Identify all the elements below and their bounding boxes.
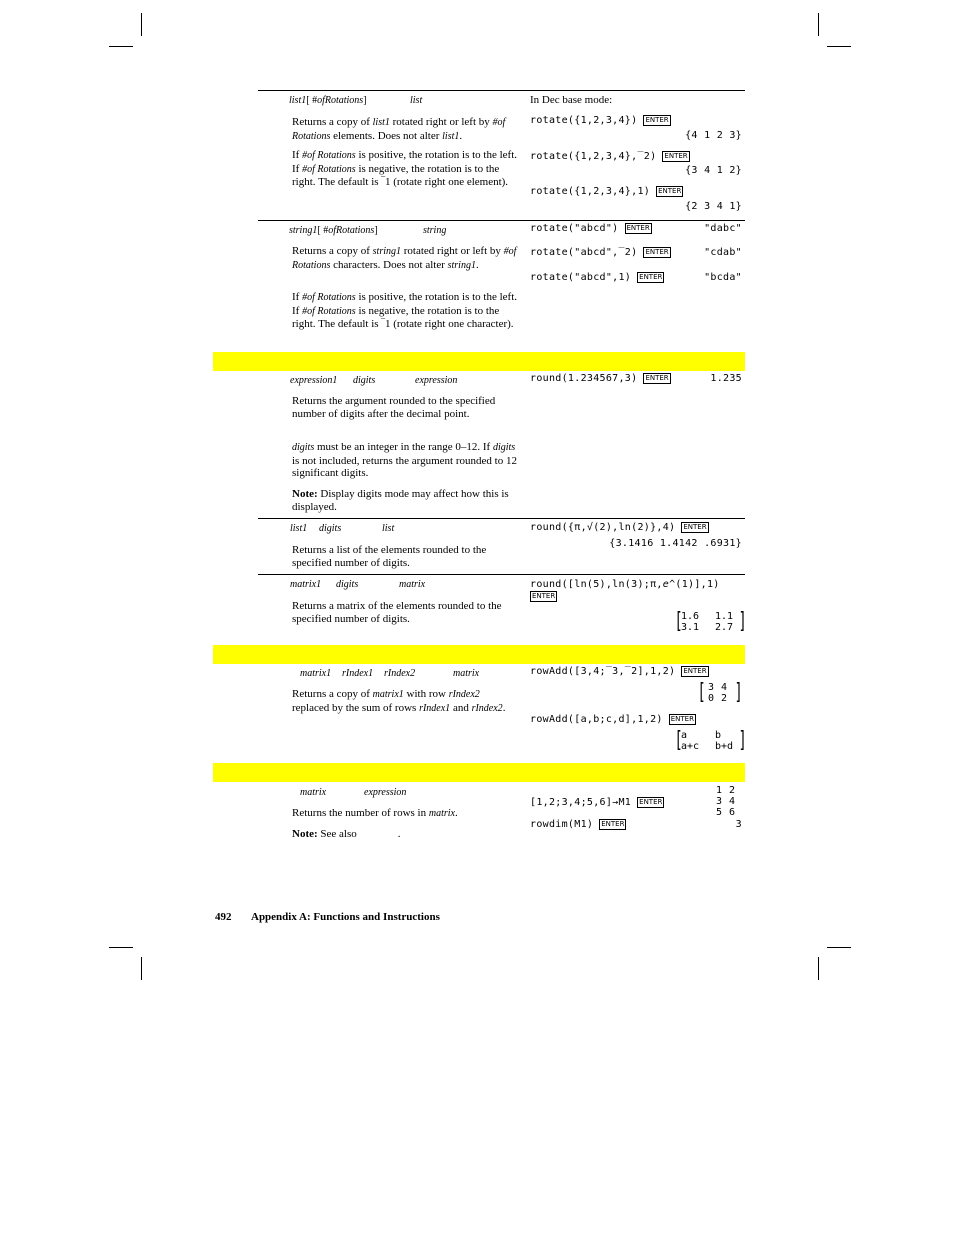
example-input: rowAdd([a,b;c,d],1,2) ENTER [530,714,694,725]
example-mode-label: In Dec base mode: [530,94,613,106]
round-expression-description: Returns the argument rounded to the specified number of digits after the decimal point. [292,395,496,420]
crop-mark-top-right-h [827,46,851,47]
rotate-string-syntax: string1[ #ofRotations] string [289,225,447,236]
crop-mark-bottom-left-v [141,957,142,980]
rowdim-note: Note: See also . [292,828,401,840]
rotate-string-sign-rule: If #of Rotations is positive, the rotation is to the left. If #of Rotations is negative, the rotation is to the right. The default is ‾1 (rotate right one character). [292,291,518,331]
example-result: {3 4 1 2} [685,165,742,176]
rotate-list-description: Returns a copy of list1 rotated right or left by #of Rotations elements. Does not alter list1. [292,116,506,142]
right-bracket: ] [734,680,743,705]
example-result-matrix [674,609,747,635]
section-header-band [213,763,745,782]
example-result: {4 1 2 3} [685,130,742,141]
enter-key-icon: ENTER [532,592,556,600]
matrix-cell: 4 [721,682,728,693]
crop-mark-top-right-v [818,13,819,36]
example-input: rotate("abcd",1) ENTER [530,272,663,283]
footer-title: Appendix A: Functions and Instructions [251,911,440,923]
example-result: "cdab" [704,247,742,258]
matrix-cell: 5 [716,807,723,818]
round-matrix-description: Returns a matrix of the elements rounded to the specified number of digits. [292,600,502,625]
example-input: rotate("abcd",‾2) ENTER [530,247,669,258]
example-enter [524,591,557,602]
crop-mark-bottom-right-h [827,947,851,948]
example-result-matrix [697,682,743,706]
syntax-result: expression [364,787,407,798]
syntax-result: expression [415,375,458,386]
example-input: [1,2;3,4;5,6]→M1 ENTER [530,797,663,808]
example-result-matrix [715,785,745,818]
example-input: round({π,√(2),ln(2)},4) ENTER [530,522,707,533]
example-result: {2 3 4 1} [685,201,742,212]
enter-key-icon: ENTER [683,523,707,531]
syntax-result: matrix [399,579,426,590]
rowdim-syntax: matrix expression [300,787,407,798]
matrix-cell: 3 [716,796,723,807]
enter-key-icon: ENTER [645,116,669,124]
example-input: rotate({1,2,3,4}) ENTER [530,115,669,126]
enter-key-icon: ENTER [645,374,669,382]
syntax-result: list [410,95,423,106]
matrix-cell: a+c [681,741,700,752]
matrix-cell: a [681,730,688,741]
example-input: round([ln(5),ln(3);π,e^(1)],1) [530,579,720,590]
left-bracket: [ [674,728,683,753]
matrix-cell: 0 [708,693,715,704]
example-input: rowdim(M1) ENTER [530,819,625,830]
rowadd-syntax: matrix1 rIndex1 rIndex2 matrix [300,668,480,679]
example-input: round(1.234567,3) ENTER [530,373,669,384]
crop-mark-top-left-v [141,13,142,36]
matrix-cell: 2.7 [715,622,734,633]
rotate-list-syntax: list1[ #ofRotations] list [289,95,423,106]
enter-key-icon: ENTER [645,248,669,256]
enter-key-icon: ENTER [626,224,650,232]
section-header-band [213,645,745,664]
round-digits-rule: digits must be an integer in the range 0–12. If digits is not included, returns the argument rounded to 12 significant digits. [292,441,517,480]
example-result: "dabc" [704,223,742,234]
round-matrix-syntax: matrix1 digits matrix [290,579,426,590]
matrix-cell: 2 [721,693,728,704]
section-divider [258,574,745,575]
matrix-cell: b [715,730,722,741]
left-bracket: [ [674,609,683,634]
example-input: rotate("abcd") ENTER [530,223,650,234]
round-list-syntax: list1 digits list [290,523,395,534]
example-result: "bcda" [704,272,742,283]
crop-mark-bottom-right-v [818,957,819,980]
section-divider [258,518,745,519]
example-result: {3.1416 1.4142 .6931} [609,538,742,549]
matrix-cell: b+d [715,741,734,752]
syntax-result: string [423,225,447,236]
enter-key-icon: ENTER [664,152,688,160]
matrix-cell: 3 [708,682,715,693]
enter-key-icon: ENTER [639,273,663,281]
example-result: 3 [735,819,742,830]
crop-mark-bottom-left-h [109,947,133,948]
matrix-cell: 1.6 [681,611,700,622]
matrix-cell: 1 [716,785,723,796]
crop-mark-top-left-h [109,46,133,47]
example-input: rowAdd([3,4;‾3,‾2],1,2) ENTER [530,666,707,677]
matrix-cell: 2 [729,785,736,796]
enter-key-icon: ENTER [670,715,694,723]
example-result-matrix [674,728,747,754]
example-input: rotate({1,2,3,4},‾2) ENTER [530,151,688,162]
syntax-result: list [382,523,395,534]
rotate-list-sign-rule: If #of Rotations is positive, the rotation is to the left. If #of Rotations is negative, the rotation is to the right. The default is ‾1 (rotate right one element). [292,149,518,189]
left-bracket: [ [697,680,706,705]
rowdim-description: Returns the number of rows in matrix. [292,807,458,819]
syntax-result: matrix [453,668,480,679]
section-header-band [213,352,745,371]
matrix-cell: 1.1 [715,611,734,622]
round-list-description: Returns a list of the elements rounded to the specified number of digits. [292,544,487,569]
enter-key-icon: ENTER [683,667,707,675]
enter-key-icon: ENTER [658,187,682,195]
matrix-cell: 6 [729,807,736,818]
round-expression-syntax: expression1 digits expression [290,375,458,386]
enter-key-icon: ENTER [601,820,625,828]
rowadd-description: Returns a copy of matrix1 with row rIndex2 replaced by the sum of rows rIndex1 and rIndex2. [292,688,506,714]
enter-key-icon: ENTER [639,798,663,806]
right-bracket: ] [738,609,747,634]
right-bracket: ] [738,728,747,753]
example-input: rotate({1,2,3,4},1) ENTER [530,186,682,197]
rotate-string-description: Returns a copy of string1 rotated right or left by #of Rotations characters. Does not alter string1. [292,245,517,271]
matrix-cell: 3.1 [681,622,700,633]
section-divider [258,90,745,91]
example-result: 1.235 [710,373,742,384]
section-divider [258,220,745,221]
page-number: 492 [215,911,232,923]
matrix-cell: 4 [729,796,736,807]
round-note: Note: Display digits mode may affect how this is displayed. [292,488,509,513]
